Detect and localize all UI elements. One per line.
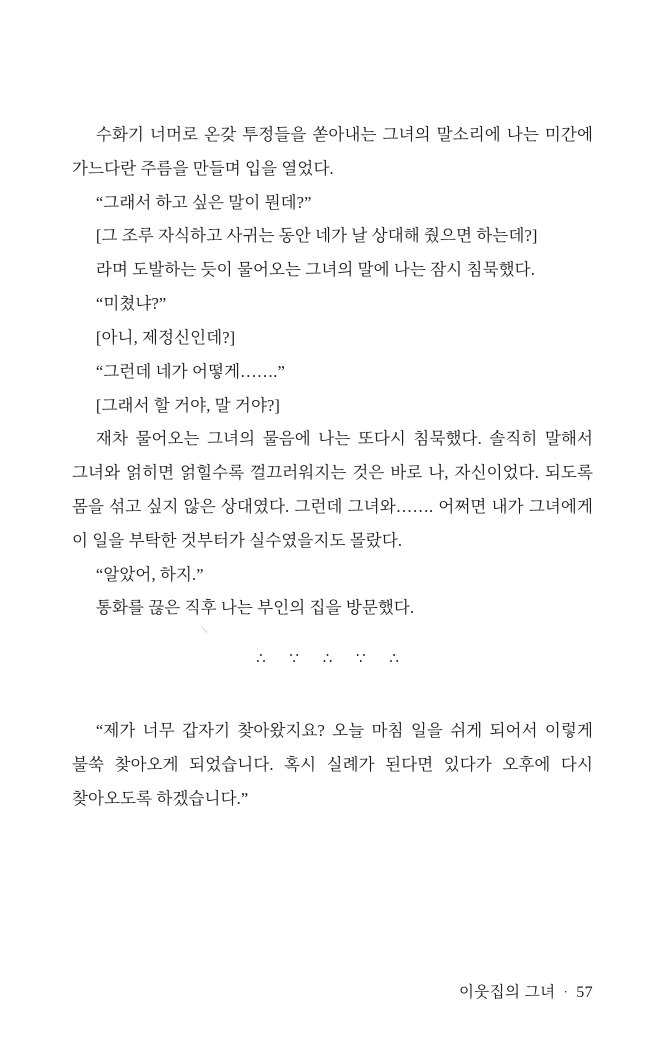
page-footer — [0, 980, 593, 1002]
footer-book-title: 이웃집의 그녀 — [458, 984, 556, 1001]
paragraph: “그래서 하고 싶은 말이 뭔데?” — [95, 192, 312, 212]
paragraph: 라며 도발하는 듯이 물어오는 그녀의 말에 나는 잠시 침묵했다. — [95, 260, 535, 280]
footer-separator: · — [563, 984, 569, 999]
paragraph: “그런데 네가 어떻게…….” — [95, 361, 285, 381]
paragraph: 통화를 끊은 직후 나는 부인의 집을 방문했다. — [95, 598, 415, 618]
paragraph: [그 조루 자식하고 사귀는 동안 네가 날 상대해 줬으면 하는데?] — [95, 226, 538, 246]
paragraph: 재차 물어오는 그녀의 물음에 나는 또다시 침묵했다. 솔직히 말해서 그녀와 얽히면 얽힐수록 껄끄러워지는 것은 바로 나, 자신이었다. 되도록 몸을 섞고 싶지 않은 상대였다. 그런데 그녀와……. 어쩌면 내가 그녀에게 이 일을 부탁한 것부터가 실수였을지도 몰랐다. — [72, 429, 593, 550]
page-body — [72, 118, 593, 816]
paragraph: 수화기 너머로 온갖 투정들을 쏟아내는 그녀의 말소리에 나는 미간에 가느다란 주름을 만들며 입을 열었다. — [72, 125, 593, 178]
paragraph: “미쳤냐?” — [95, 294, 167, 314]
paragraph: [그래서 할 거야, 말 거야?] — [95, 395, 281, 415]
paragraph: “알았어, 하지.” — [95, 564, 204, 584]
paragraph: [아니, 제정신인데?] — [95, 327, 236, 347]
spacer — [72, 700, 593, 714]
paragraph: “제가 너무 갑자기 찾아왔지요? 오늘 마침 일을 쉬게 되어서 이렇게 불쑥 찾아오게 되었습니다. 혹시 실례가 된다면 있다가 오후에 다시 찾아오도록 하겠습니다.” — [72, 721, 593, 808]
scene-break-ornament: ∴ ∵ ∴ ∵ ∴ — [256, 651, 409, 668]
page-speck: ↘ — [200, 625, 209, 636]
page-number: 57 — [576, 984, 593, 1001]
